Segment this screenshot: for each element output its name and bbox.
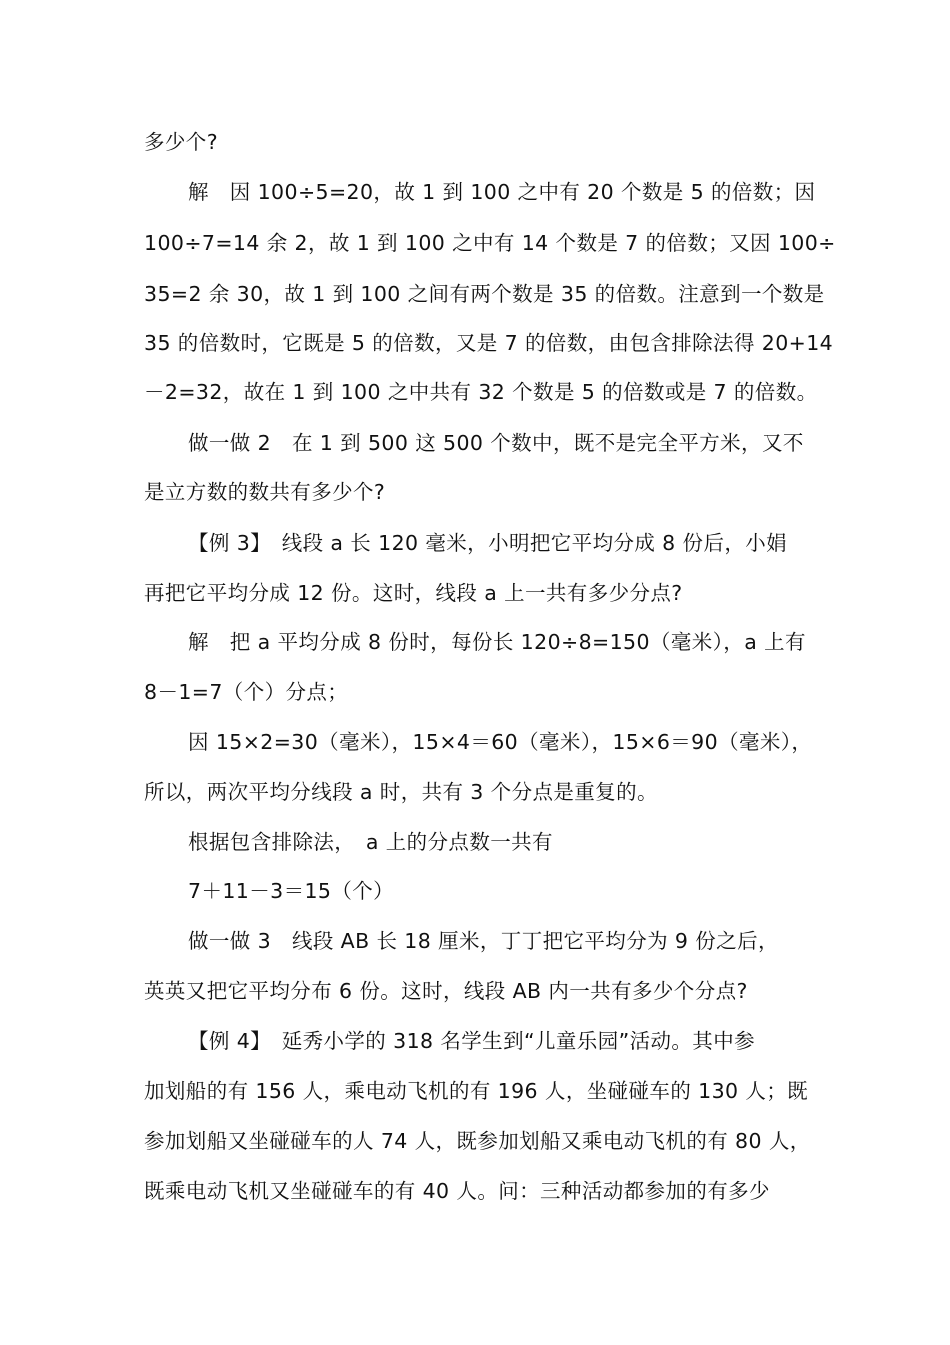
text-line: 加划船的有 156 人，乘电动飞机的有 196 人，坐碰碰车的 130 人；既: [144, 1079, 809, 1103]
text-line: 35=2 余 30，故 1 到 100 之间有两个数是 35 的倍数。注意到一个数是: [144, 282, 825, 306]
text-line: 做一做 2 在 1 到 500 这 500 个数中，既不是完全平方米，又不: [188, 431, 804, 455]
text-line: 英英又把它平均分布 6 份。这时，线段 AB 内一共有多少个分点?: [144, 979, 748, 1003]
text-line: 既乘电动飞机又坐碰碰车的有 40 人。问：三种活动都参加的有多少: [144, 1179, 770, 1203]
text-line: 【例 4】 延秀小学的 318 名学生到“儿童乐园”活动。其中参: [188, 1029, 756, 1053]
text-line: 解 因 100÷5=20，故 1 到 100 之中有 20 个数是 5 的倍数；因: [188, 180, 816, 204]
text-line: 是立方数的数共有多少个?: [144, 480, 386, 504]
text-line: 因 15×2=30（毫米），15×4＝60（毫米），15×6＝90（毫米），: [188, 730, 813, 754]
text-line: 再把它平均分成 12 份。这时，线段 a 上一共有多少分点?: [144, 581, 683, 605]
text-line: 解 把 a 平均分成 8 份时，每份长 120÷8=150（毫米），a 上有: [188, 630, 806, 654]
text-line: 所以，两次平均分线段 a 时，共有 3 个分点是重复的。: [144, 780, 658, 804]
text-line: 35 的倍数时，它既是 5 的倍数，又是 7 的倍数，由包含排除法得 20+14: [144, 331, 834, 355]
text-line: －2=32，故在 1 到 100 之中共有 32 个数是 5 的倍数或是 7 的倍数。: [144, 380, 818, 404]
text-line: 参加划船又坐碰碰车的人 74 人，既参加划船又乘电动飞机的有 80 人，: [144, 1129, 811, 1153]
text-line: 根据包含排除法， a 上的分点数一共有: [188, 830, 553, 854]
text-line: 【例 3】 线段 a 长 120 毫米，小明把它平均分成 8 份后，小娟: [188, 531, 788, 555]
text-line: 7＋11－3＝15（个）: [188, 879, 395, 903]
text-line: 100÷7=14 余 2，故 1 到 100 之中有 14 个数是 7 的倍数；又因 100÷: [144, 231, 836, 255]
text-line: 做一做 3 线段 AB 长 18 厘米，丁丁把它平均分为 9 份之后，: [188, 929, 779, 953]
text-line: 多少个?: [144, 130, 218, 154]
text-line: 8－1=7（个）分点；: [144, 680, 349, 704]
